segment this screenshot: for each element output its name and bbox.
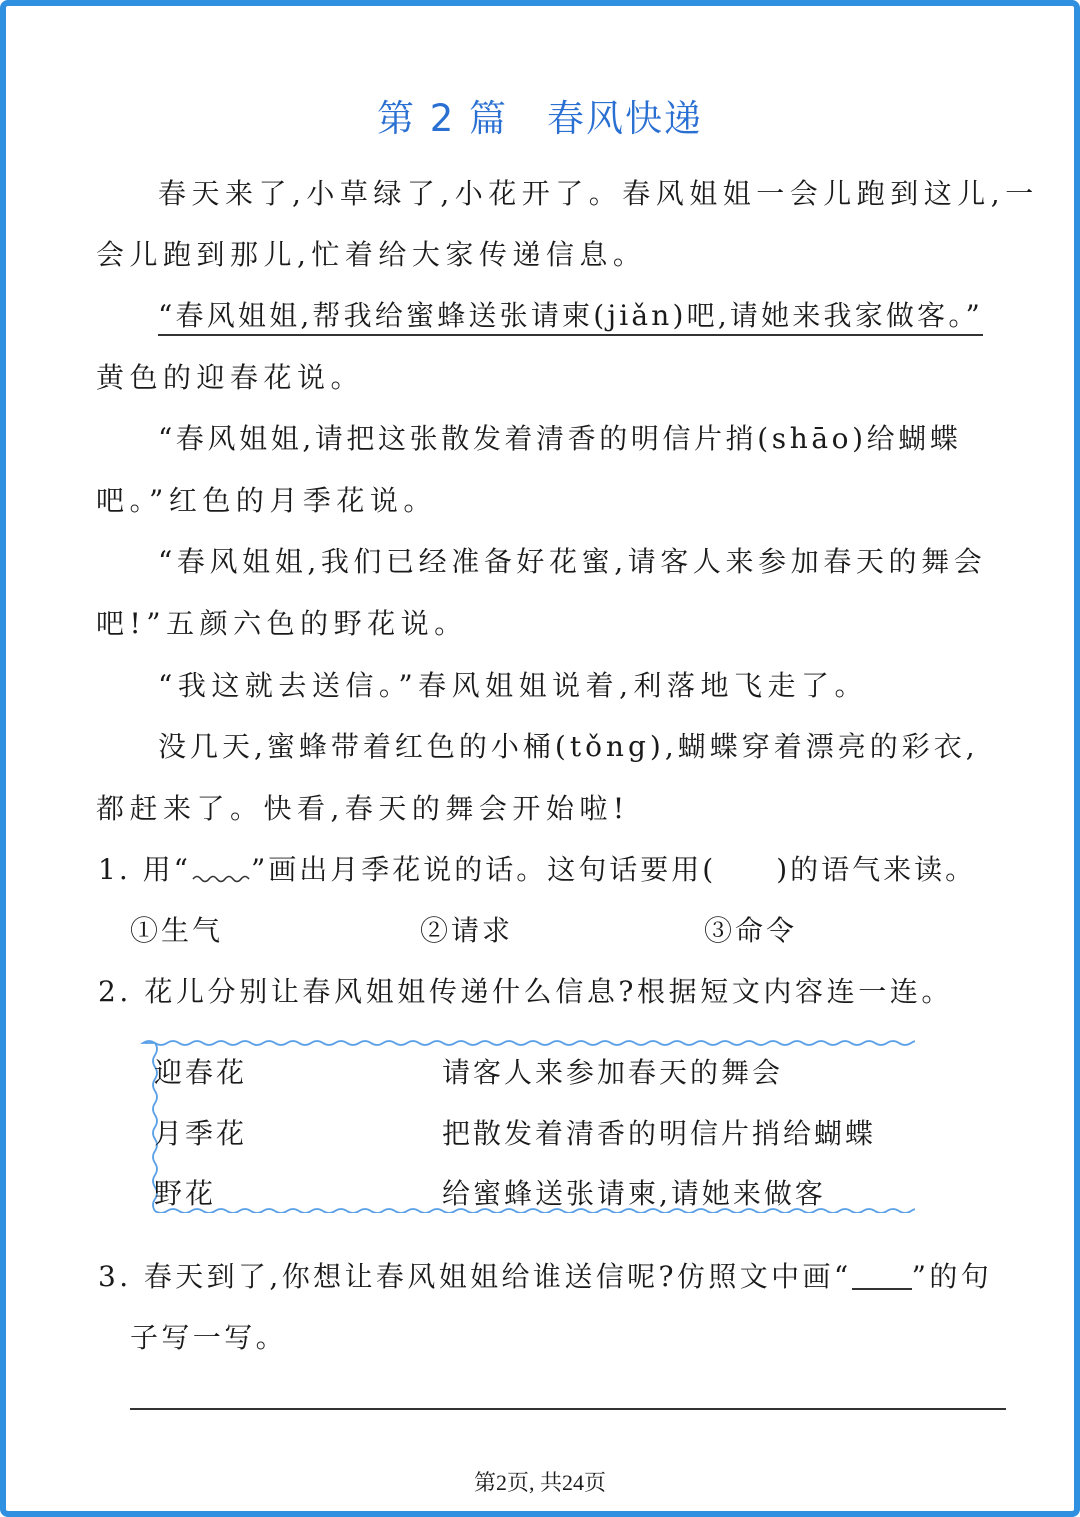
option-3[interactable]: ③命令	[704, 914, 798, 947]
question-1-text-c: )的语气来读。	[776, 853, 977, 886]
wavy-underline-mark	[191, 859, 251, 879]
option-1[interactable]: ①生气	[130, 914, 224, 947]
option-2[interactable]: ②请求	[420, 914, 514, 947]
match-left-item[interactable]: 月季花	[154, 1117, 248, 1150]
question-3-text-a: 3. 春天到了,你想让春风姐姐给谁送信呢?仿照文中画“	[98, 1260, 852, 1293]
passage-line: 黄色的迎春花说。	[96, 361, 365, 394]
underlined-sentence: “春风姐姐,帮我给蜜蜂送张请柬(jiǎn)吧,请她来我家做客。”	[158, 299, 983, 336]
question-3	[98, 1255, 992, 1295]
page-title: 第 2 篇 春风快递	[376, 97, 704, 140]
answer-writing-line[interactable]	[130, 1408, 1006, 1410]
match-left-item[interactable]: 迎春花	[154, 1056, 248, 1089]
passage-line: “春风姐姐,请把这张散发着清香的明信片捎(shāo)给蝴蝶	[158, 422, 962, 455]
match-right-item[interactable]: 请客人来参加春天的舞会	[442, 1056, 784, 1089]
passage-line-underlined	[158, 294, 1073, 334]
passage-line: 会儿跑到那儿,忙着给大家传递信息。	[96, 238, 647, 271]
passage-line: “春风姐姐,我们已经准备好花蜜,请客人来参加春天的舞会	[158, 545, 987, 578]
question-3-text-b: ”的句	[911, 1260, 993, 1293]
question-1	[98, 848, 976, 888]
match-right-item[interactable]: 给蜜蜂送张请柬,请她来做客	[442, 1177, 826, 1210]
match-right-item[interactable]: 把散发着清香的明信片捎给蝴蝶	[442, 1117, 877, 1150]
question-2: 2. 花儿分别让春风姐姐传递什么信息?根据短文内容连一连。	[98, 975, 954, 1008]
passage-line: “我这就去送信。”春风姐姐说着,利落地飞走了。	[158, 669, 869, 702]
passage-line: 春天来了,小草绿了,小花开了。春风姐姐一会儿跑到这儿,一	[158, 177, 1039, 210]
passage-line: 都赶来了。快看,春天的舞会开始啦!	[96, 792, 630, 825]
question-1-text-b: ”画出月季花说的话。这句话要用(	[250, 853, 717, 886]
straight-underline-mark	[852, 1266, 912, 1290]
page-number: 第2页, 共24页	[473, 1470, 606, 1495]
question-3-line-2: 子写一写。	[130, 1321, 288, 1354]
passage-line: 吧。”红色的月季花说。	[96, 484, 437, 517]
question-1-text-a: 1. 用“	[98, 853, 191, 886]
passage-line: 吧!”五颜六色的野花说。	[96, 607, 468, 640]
match-left-item[interactable]: 野花	[154, 1177, 217, 1210]
passage-line: 没几天,蜜蜂带着红色的小桶(tǒng),蝴蝶穿着漂亮的彩衣,	[158, 730, 979, 763]
